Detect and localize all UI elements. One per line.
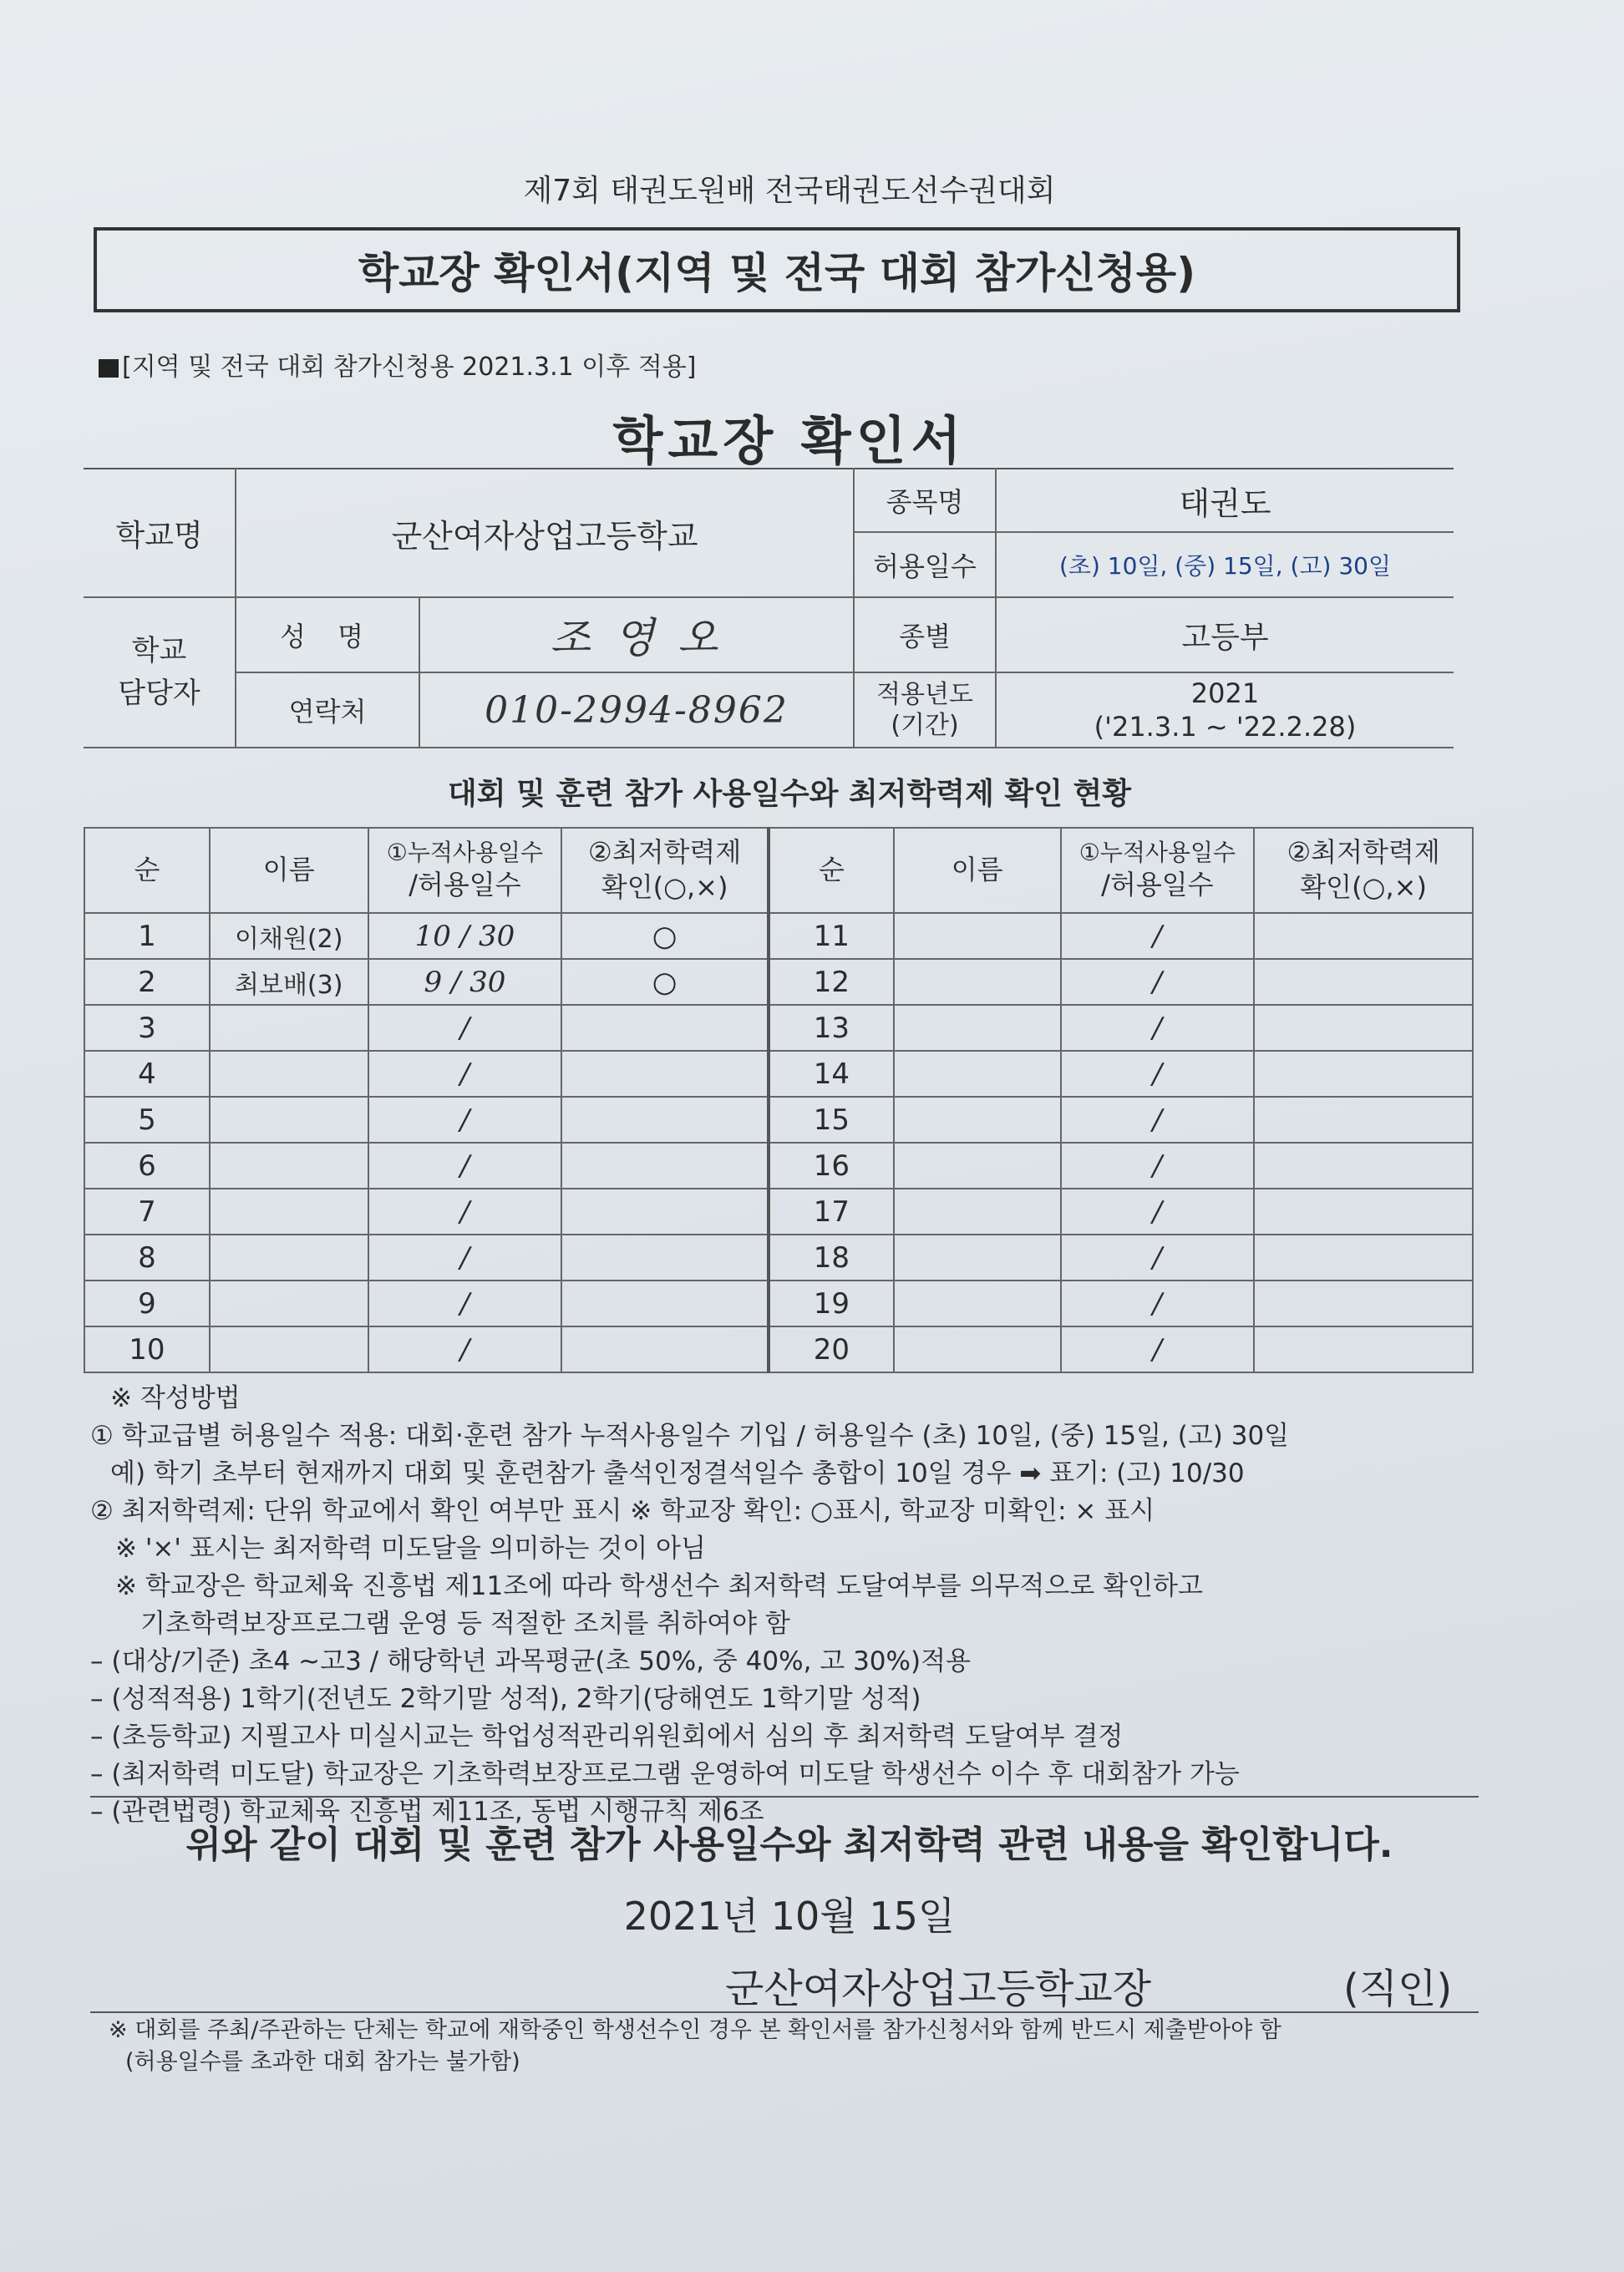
confirmation-date: 2021년 10월 15일 xyxy=(623,1894,956,1939)
row-name xyxy=(894,1005,1061,1051)
col-name: 이름 xyxy=(210,828,368,913)
col-no-right: 순 xyxy=(769,828,894,913)
instruction-line: ※ 학교장은 학교체육 진흥법 제11조에 따라 학생선수 최저학력 도달여부를 의무적으로 확인하고 xyxy=(115,1571,1203,1601)
school-value: 군산여자상업고등학교 xyxy=(236,469,854,597)
divider xyxy=(90,1796,1479,1798)
row-check xyxy=(561,1326,769,1372)
footnote-line1: ※ 대회를 주최/주관하는 단체는 학교에 재학중인 학생선수인 경우 본 확인서를 참가신청서와 함께 반드시 제출받아야 함 xyxy=(109,2017,1281,2043)
col-days-right-line1: ①누적사용일수 xyxy=(1078,839,1236,866)
row-check xyxy=(1254,913,1473,959)
instruction-line: – (성적적용) 1학기(전년도 2학기말 성적), 2학기(당해연도 1학기말 성적) xyxy=(90,1684,921,1714)
instruction-line: – (대상/기준) 초4 ~고3 / 해당학년 과목평균(초 50%, 중 40%, 고 30%)적용 xyxy=(90,1646,971,1676)
row-days: / xyxy=(368,1097,562,1143)
row-name xyxy=(894,913,1061,959)
divider xyxy=(90,2011,1479,2013)
col-check-right-line1: ②최저학력제 xyxy=(1287,836,1440,869)
row-days: / xyxy=(1061,1051,1255,1097)
row-no: 7 xyxy=(84,1189,210,1235)
row-check xyxy=(1254,1051,1473,1097)
row-name xyxy=(210,1189,368,1235)
table-row xyxy=(84,1281,1473,1326)
row-days: / xyxy=(368,1143,562,1189)
row-check xyxy=(1254,1005,1473,1051)
row-name xyxy=(894,1189,1061,1235)
table-row xyxy=(84,1097,1473,1143)
row-name xyxy=(894,1143,1061,1189)
footnote xyxy=(109,2015,1462,2078)
row-name xyxy=(210,1051,368,1097)
page-title: 학교장 확인서 xyxy=(612,410,967,471)
row-check xyxy=(1254,1281,1473,1326)
school-label: 학교명 xyxy=(84,469,236,597)
col-days-right-line2: /허용일수 xyxy=(1101,869,1214,901)
year-label-line2: (기간) xyxy=(891,711,959,740)
table-row xyxy=(84,913,1473,959)
row-days: / xyxy=(368,1326,562,1372)
contact-value: 010-2994-8962 xyxy=(419,672,854,748)
row-check xyxy=(1254,1235,1473,1281)
staff-label-line1: 학교 xyxy=(131,634,187,667)
row-check xyxy=(1254,1097,1473,1143)
contact-label: 연락처 xyxy=(236,672,419,748)
year-value-period: ('21.3.1 ~ '22.2.28) xyxy=(1094,711,1357,743)
seal-mark: (직인) xyxy=(1343,1965,1453,2012)
row-days: / xyxy=(1061,1326,1255,1372)
col-days-right xyxy=(1061,828,1255,913)
row-no: 4 xyxy=(84,1051,210,1097)
row-no: 2 xyxy=(84,959,210,1005)
row-name xyxy=(210,1005,368,1051)
staff-label-line2: 담당자 xyxy=(118,677,200,710)
row-days: / xyxy=(1061,1281,1255,1326)
row-days: / xyxy=(1061,1235,1255,1281)
row-name xyxy=(894,1051,1061,1097)
row-check xyxy=(561,1189,769,1235)
row-no: 19 xyxy=(769,1281,894,1326)
row-days: / xyxy=(368,1189,562,1235)
instruction-line: ※ '×' 표시는 최저학력 미도달을 의미하는 것이 아님 xyxy=(115,1534,706,1564)
info-table xyxy=(84,468,1454,748)
table-row xyxy=(84,959,1473,1005)
usage-section-title: 대회 및 훈련 참가 사용일수와 최저학력제 확인 현황 xyxy=(447,777,1132,811)
name-value: 조 영 오 xyxy=(419,597,854,672)
row-no: 1 xyxy=(84,913,210,959)
table-row xyxy=(84,1189,1473,1235)
row-days: / xyxy=(1061,959,1255,1005)
year-value xyxy=(996,672,1454,748)
row-name xyxy=(210,1143,368,1189)
col-days-line1: ①누적사용일수 xyxy=(386,839,544,866)
row-check xyxy=(1254,1326,1473,1372)
usage-table-body xyxy=(84,913,1473,1372)
row-days: / xyxy=(1061,1005,1255,1051)
instruction-line: ① 학교급별 허용일수 적용: 대회·훈련 참가 누적사용일수 기입 / 허용일수 (초) 10일, (중) 15일, (고) 30일 xyxy=(90,1421,1290,1451)
footnote-line2: (허용일수를 초과한 대회 참가는 불가함) xyxy=(125,2049,520,2075)
col-no: 순 xyxy=(84,828,210,913)
row-days: / xyxy=(368,1051,562,1097)
principal-name: 군산여자상업고등학교장 xyxy=(725,1965,1152,2012)
row-name xyxy=(894,1326,1061,1372)
row-name xyxy=(894,1281,1061,1326)
row-no: 10 xyxy=(84,1326,210,1372)
table-row xyxy=(84,1326,1473,1372)
row-days: / xyxy=(1061,913,1255,959)
col-check-line1: ②최저학력제 xyxy=(588,836,742,869)
row-no: 16 xyxy=(769,1143,894,1189)
allowed-days-value: (초) 10일, (중) 15일, (고) 30일 xyxy=(996,532,1454,597)
division-value: 고등부 xyxy=(996,597,1454,672)
instruction-line: ② 최저학력제: 단위 학교에서 확인 여부만 표시 ※ 학교장 확인: ○표시, 학교장 미확인: × 표시 xyxy=(90,1496,1155,1526)
allowed-days-label: 허용일수 xyxy=(854,532,996,597)
row-no: 18 xyxy=(769,1235,894,1281)
sport-value: 태권도 xyxy=(996,469,1454,532)
col-check xyxy=(561,828,769,913)
instruction-line: 예) 학기 초부터 현재까지 대회 및 훈련참가 출석인정결석일수 총합이 10일 경우 ➡ 표기: (고) 10/30 xyxy=(110,1458,1245,1488)
row-days: / xyxy=(368,1235,562,1281)
row-no: 20 xyxy=(769,1326,894,1372)
row-check xyxy=(561,1143,769,1189)
row-name: 최보배(3) xyxy=(210,959,368,1005)
row-days: 10 / 30 xyxy=(368,913,562,959)
col-check-right-line2: 확인(○,×) xyxy=(1300,871,1427,903)
row-check: ○ xyxy=(561,913,769,959)
year-label xyxy=(854,672,996,748)
row-no: 15 xyxy=(769,1097,894,1143)
row-days: / xyxy=(368,1005,562,1051)
instruction-line: ※ 작성방법 xyxy=(110,1383,241,1413)
col-check-line2: 확인(○,×) xyxy=(601,871,728,903)
row-no: 12 xyxy=(769,959,894,1005)
table-row xyxy=(84,1051,1473,1097)
year-value-year: 2021 xyxy=(1190,677,1260,709)
row-days: / xyxy=(1061,1143,1255,1189)
form-title: 학교장 확인서(지역 및 전국 대회 참가신청용) xyxy=(358,249,1196,297)
instruction-line: – (최저학력 미도달) 학교장은 기초학력보장프로그램 운영하여 미도달 학생선수 이수 후 대회참가 가능 xyxy=(90,1759,1240,1789)
division-label: 종별 xyxy=(854,597,996,672)
row-days: / xyxy=(1061,1097,1255,1143)
row-name xyxy=(894,1097,1061,1143)
row-no: 3 xyxy=(84,1005,210,1051)
event-title: 제7회 태권도원배 전국태권도선수권대회 xyxy=(523,174,1056,208)
instruction-line: – (초등학교) 지필고사 미실시교는 학업성적관리위원회에서 심의 후 최저학력 도달여부 결정 xyxy=(90,1722,1124,1752)
applies-note xyxy=(99,346,696,383)
row-days: 9 / 30 xyxy=(368,959,562,1005)
row-name xyxy=(894,1235,1061,1281)
staff-label xyxy=(84,597,236,748)
row-check xyxy=(561,1235,769,1281)
applies-text: [지역 및 전국 대회 참가신청용 2021.3.1 이후 적용] xyxy=(122,352,697,382)
table-row xyxy=(84,1235,1473,1281)
row-check xyxy=(1254,959,1473,1005)
row-name xyxy=(210,1235,368,1281)
row-check xyxy=(1254,1143,1473,1189)
table-row xyxy=(84,1143,1473,1189)
row-no: 11 xyxy=(769,913,894,959)
col-days xyxy=(368,828,562,913)
row-no: 8 xyxy=(84,1235,210,1281)
row-no: 5 xyxy=(84,1097,210,1143)
row-check xyxy=(1254,1189,1473,1235)
instruction-line: 기초학력보장프로그램 운영 등 적절한 조치를 취하여야 함 xyxy=(140,1609,790,1639)
form-title-box xyxy=(94,227,1460,312)
row-check xyxy=(561,1097,769,1143)
col-name-right: 이름 xyxy=(894,828,1061,913)
row-no: 17 xyxy=(769,1189,894,1235)
year-label-line1: 적용년도 xyxy=(876,679,973,709)
row-check xyxy=(561,1005,769,1051)
row-no: 6 xyxy=(84,1143,210,1189)
instructions xyxy=(90,1380,1494,1831)
row-name xyxy=(894,959,1061,1005)
row-no: 9 xyxy=(84,1281,210,1326)
row-name xyxy=(210,1326,368,1372)
row-name: 이채원(2) xyxy=(210,913,368,959)
name-label: 성 명 xyxy=(236,597,419,672)
row-days: / xyxy=(368,1281,562,1326)
row-days: / xyxy=(1061,1189,1255,1235)
instruction-line: – (관련법령) 학교체육 진흥법 제11조, 동법 시행규칙 제6조 xyxy=(90,1797,764,1827)
row-check: ○ xyxy=(561,959,769,1005)
col-check-right xyxy=(1254,828,1473,913)
row-check xyxy=(561,1051,769,1097)
row-name xyxy=(210,1097,368,1143)
table-row xyxy=(84,1005,1473,1051)
sport-label: 종목명 xyxy=(854,469,996,532)
row-name xyxy=(210,1281,368,1326)
row-check xyxy=(561,1281,769,1326)
confirmation-statement: 위와 같이 대회 및 훈련 참가 사용일수와 최저학력 관련 내용을 확인합니다. xyxy=(185,1823,1393,1866)
col-days-line2: /허용일수 xyxy=(409,869,521,901)
row-no: 14 xyxy=(769,1051,894,1097)
row-no: 13 xyxy=(769,1005,894,1051)
square-bullet-icon xyxy=(99,359,119,378)
usage-table xyxy=(84,827,1474,1373)
